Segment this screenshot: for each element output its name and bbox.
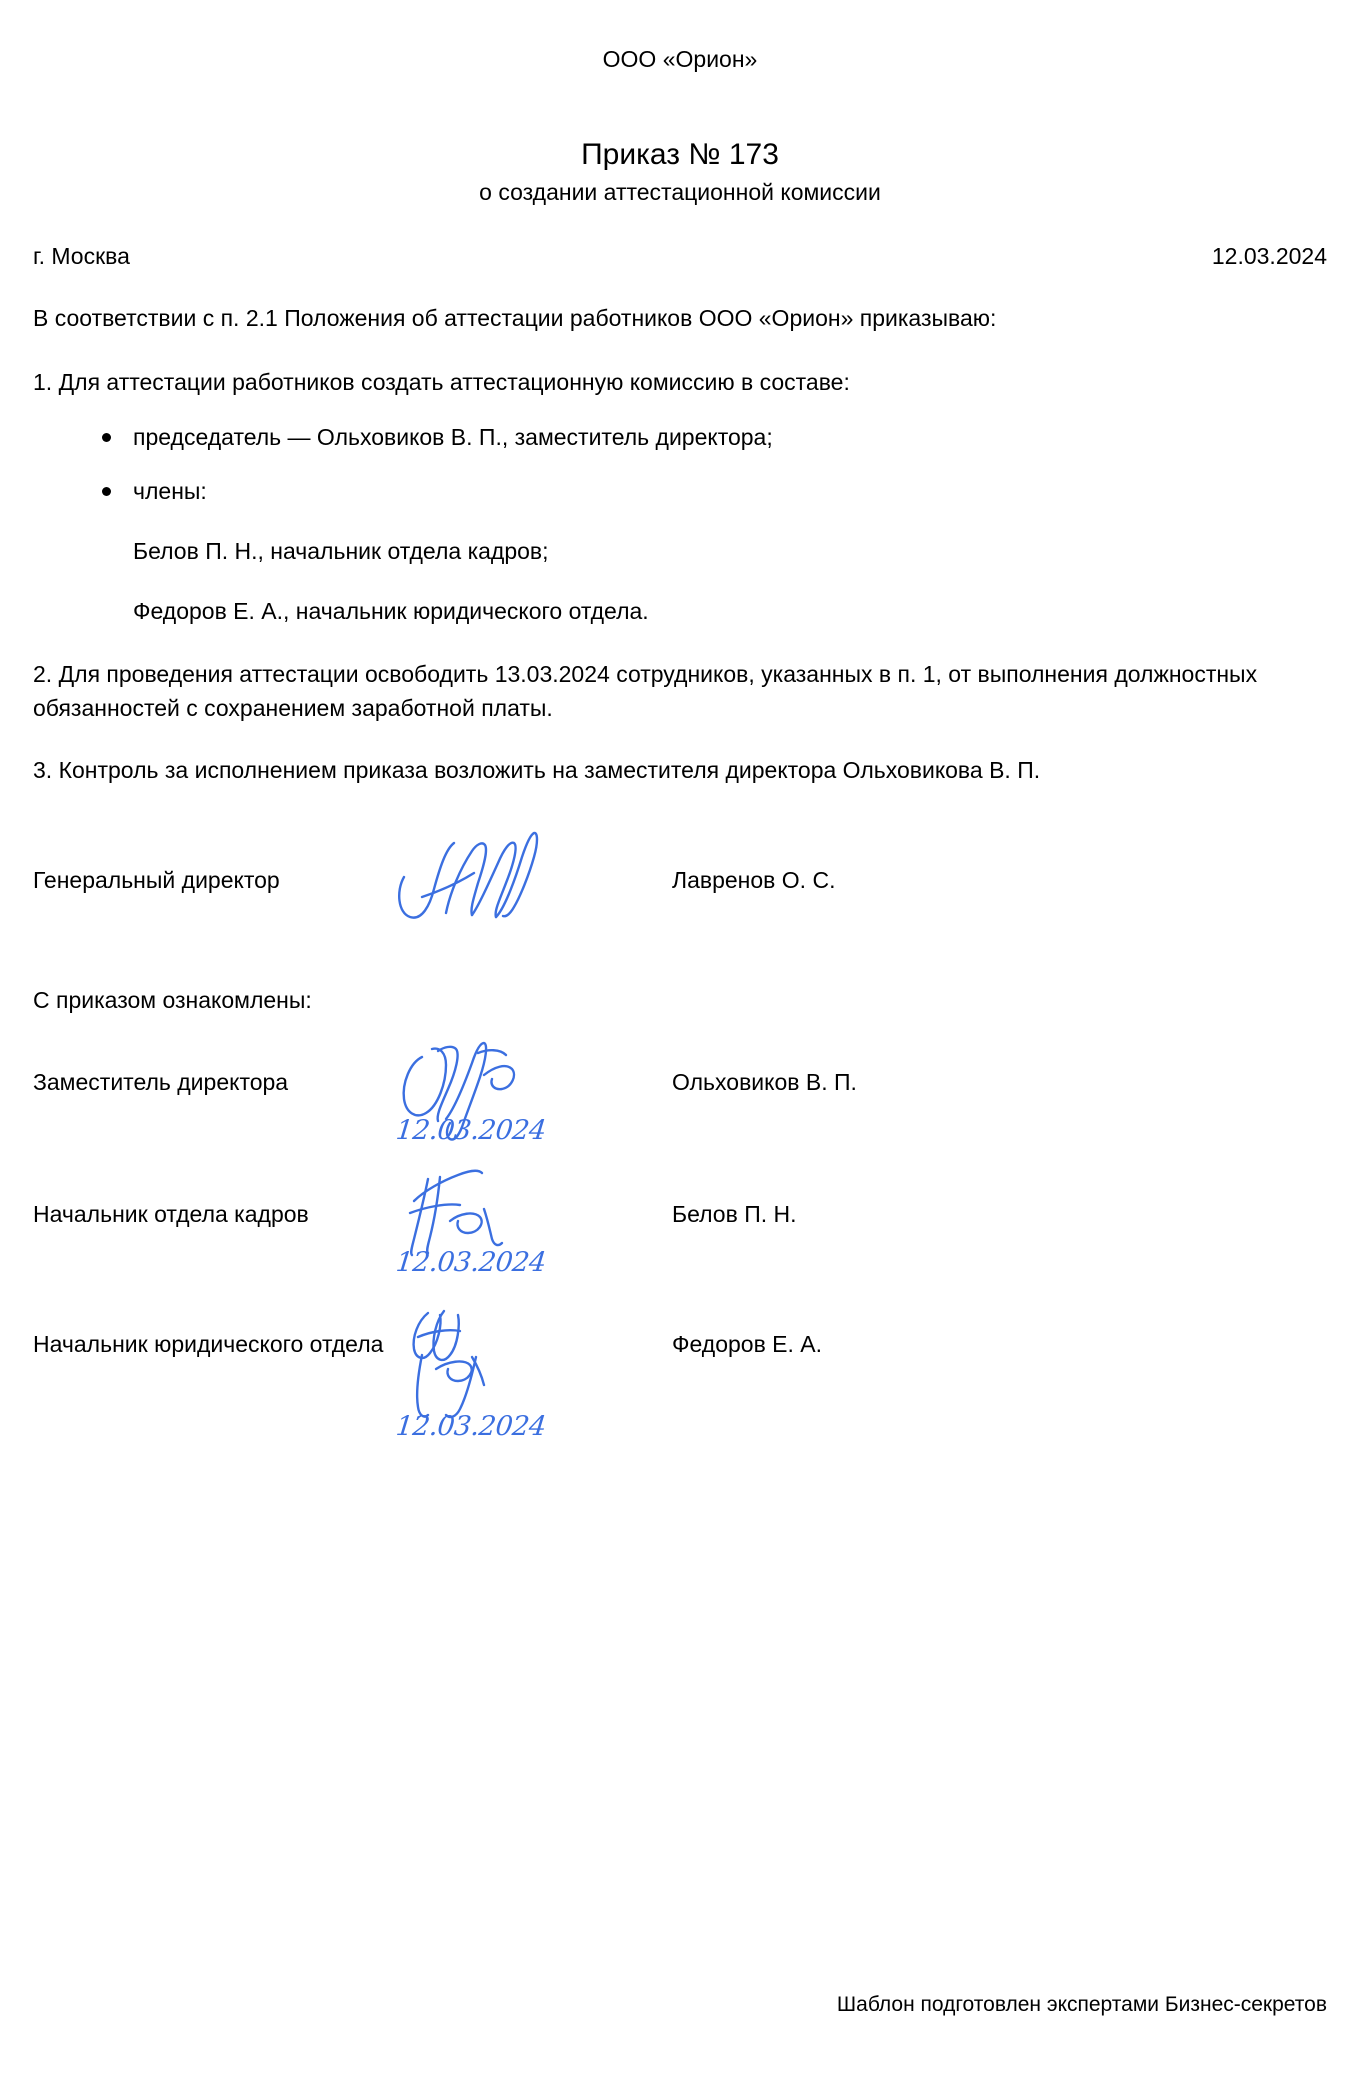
approval-name: Лавренов О. С. [672,867,836,893]
clause-2: 2. Для проведения аттестации освободить 13.03.2024 сотрудников, указанных в п. 1, от выполнения должностных обязанностей с сохранением заработной платы. [33,661,1258,721]
list-item [33,475,1327,507]
preamble-paragraph: В соответствии с п. 2.1 Положения об аттестации работников ООО «Орион» приказываю: [33,305,997,331]
ack-name-3: Федоров Е. А. [672,1331,823,1357]
ack-name-2: Белов П. Н. [672,1201,797,1227]
page-title: Приказ № 173 [581,138,779,171]
ack-date-2: 12.03.2024 [394,1247,548,1278]
ack-role-3: Начальник юридического отдела [33,1331,384,1357]
acknowledgement-row-3 [33,1329,1327,1442]
title-block [33,137,1327,207]
footer-note: Шаблон подготовлен экспертами Бизнес-секретов [836,1993,1327,2016]
approval-role: Генеральный директор [33,867,280,893]
committee-member-2: Федоров Е. А., начальник юридического отдела. [133,598,649,624]
ack-role-2: Начальник отдела кадров [33,1201,309,1227]
committee-bullet-list [33,421,1327,507]
clause-1: 1. Для аттестации работников создать аттестационную комиссию в составе: [33,369,850,395]
acknowledgement-label: С приказом ознакомлены: [33,987,312,1013]
ack-role-1: Заместитель директора [33,1069,289,1095]
signature-area [33,865,1327,1442]
ack-date-3: 12.03.2024 [394,1411,548,1442]
ack-name-1: Ольховиков В. П. [672,1069,857,1095]
organization-name: ООО «Орион» [602,46,758,72]
signature-mark-legal [388,1291,608,1411]
place-date-row [33,241,1327,271]
document-subtitle: о создании аттестационной комиссии [479,179,881,205]
document-date: 12.03.2024 [1211,243,1327,269]
bullet-dot-icon [102,487,111,496]
list-item [33,421,1327,453]
bullet-text: члены: [133,478,207,504]
committee-member-1: Белов П. Н., начальник отдела кадров; [133,538,549,564]
acknowledgement-row-1 [33,1067,1327,1146]
clause-3: 3. Контроль за исполнением приказа возложить на заместителя директора Ольховикова В. П. [33,757,1041,783]
ack-date-1: 12.03.2024 [394,1115,548,1146]
acknowledgement-row-2 [33,1199,1327,1278]
document-body [33,0,1327,1442]
approval-signature-row [33,865,1327,929]
bullet-dot-icon [102,433,111,442]
bullet-text: председатель — Ольховиков В. П., заместитель директора; [133,424,773,450]
place-label: г. Москва [33,243,130,269]
signature-mark-director [388,821,608,941]
